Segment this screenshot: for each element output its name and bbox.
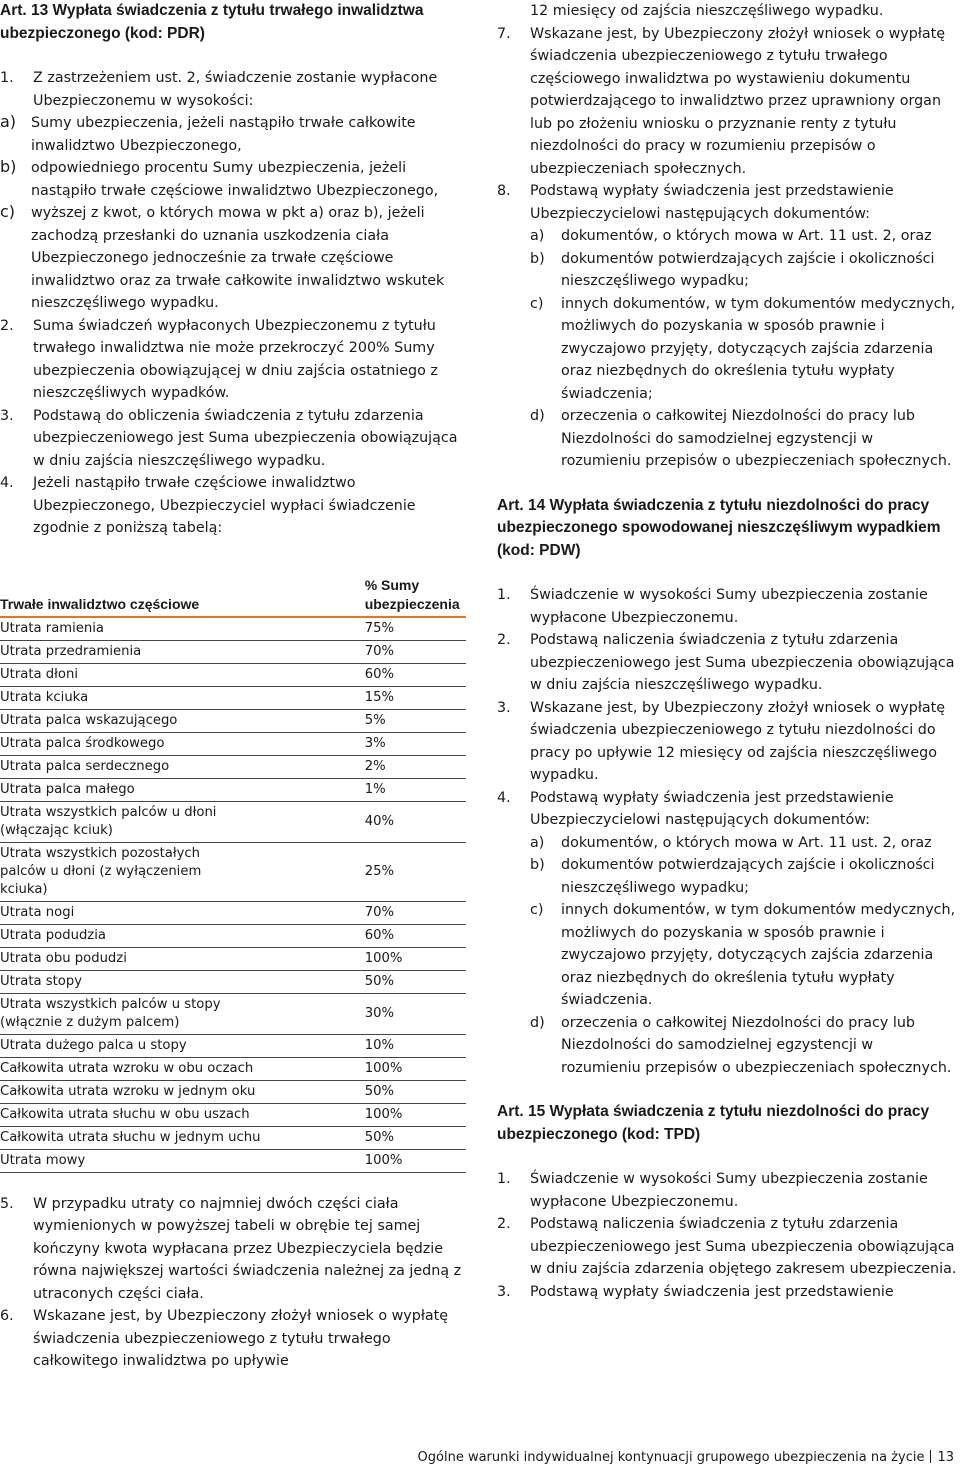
item-text: Jeżeli nastąpiło trwałe częściowe inwalidztwo Ubezpieczonego, Ubezpieczyciel wypłaci świadczenie zgodnie z poniższą tabelą: bbox=[33, 475, 416, 536]
table-cell-condition: Utrata wszystkich palców u stopy (włącznie z dużym palcem) bbox=[0, 993, 365, 1034]
item-number: 1. bbox=[497, 1171, 511, 1187]
item-text: Podstawą wypłaty świadczenia jest przedstawienie Ubezpieczycielowi następujących dokumentów: bbox=[530, 789, 894, 828]
table-cell-condition: Utrata mowy bbox=[0, 1149, 365, 1172]
table-cell-condition: Utrata ramienia bbox=[0, 617, 365, 641]
sub-text: innych dokumentów, w tym dokumentów medycznych, możliwych do pozyskania w sposób prawnie i zwyczajowo przyjęty, dotyczących zajścia zdarzenia oraz niezbędnych do określenia tytułu wypłaty świadczenia. bbox=[561, 902, 956, 1008]
table-row bbox=[0, 842, 466, 901]
art13-item-7 bbox=[497, 23, 957, 181]
art14-item-3 bbox=[497, 697, 957, 787]
table-cell-condition: Utrata przedramienia bbox=[0, 640, 365, 663]
art14-item-4d bbox=[530, 1012, 957, 1080]
table-cell-percent: 1% bbox=[365, 778, 466, 801]
table-cell-percent: 70% bbox=[365, 901, 466, 924]
art14-title: Art. 14 Wypłata świadczenia z tytułu niezdolności do pracy ubezpieczonego spowodowanej nieszczęśliwym wypadkiem (kod: PDW) bbox=[497, 496, 941, 559]
table-row bbox=[0, 1103, 466, 1126]
table-cell-percent: 60% bbox=[365, 663, 466, 686]
sub-text: innych dokumentów, w tym dokumentów medycznych, możliwych do pozyskania w sposób prawnie i zwyczajowo przyjęty, dotyczących zajścia zdarzenia oraz niezbędnych do określenia tytułu wypłaty świadczenia; bbox=[561, 295, 956, 402]
table-cell-percent: 100% bbox=[365, 1149, 466, 1172]
left-column bbox=[0, 0, 466, 1373]
table-row bbox=[0, 993, 466, 1034]
table-cell-condition: Utrata dłoni bbox=[0, 663, 365, 686]
table-cell-condition: Utrata kciuka bbox=[0, 686, 365, 709]
sub-text: dokumentów potwierdzających zajście i okoliczności nieszczęśliwego wypadku; bbox=[561, 250, 935, 289]
table-row bbox=[0, 640, 466, 663]
art13-item-4 bbox=[0, 472, 466, 540]
table-cell-condition: Utrata palca małego bbox=[0, 778, 365, 801]
footer-divider bbox=[930, 1450, 931, 1463]
table-cell-percent: 40% bbox=[365, 801, 466, 842]
table-cell-percent: 3% bbox=[365, 732, 466, 755]
item-text: Świadczenie w wysokości Sumy ubezpieczenia zostanie wypłacone Ubezpieczonemu. bbox=[530, 587, 928, 626]
table-cell-percent: 50% bbox=[365, 970, 466, 993]
table-cell-condition: Utrata palca wskazującego bbox=[0, 709, 365, 732]
art13-item-3 bbox=[0, 405, 466, 473]
item-number: 5. bbox=[0, 1195, 14, 1212]
item-number: 2. bbox=[497, 632, 511, 648]
table-cell-condition: Utrata podudzia bbox=[0, 924, 365, 947]
table-row bbox=[0, 617, 466, 641]
table-cell-percent: 2% bbox=[365, 755, 466, 778]
table-row bbox=[0, 1126, 466, 1149]
art15-item-3 bbox=[497, 1281, 957, 1304]
table-row bbox=[0, 924, 466, 947]
art15-list bbox=[497, 1168, 957, 1303]
table-header-row bbox=[0, 576, 466, 617]
sub-text: dokumentów, o których mowa w Art. 11 ust. 2, oraz bbox=[561, 228, 932, 244]
art13-item-8d bbox=[530, 405, 957, 473]
page-footer bbox=[418, 1450, 954, 1466]
table-cell-percent: 30% bbox=[365, 993, 466, 1034]
table-cell-condition: Całkowita utrata wzroku w obu oczach bbox=[0, 1057, 365, 1080]
table-row bbox=[0, 970, 466, 993]
table-cell-condition: Utrata dużego palca u stopy bbox=[0, 1034, 365, 1057]
art14-item-4 bbox=[497, 787, 957, 1080]
item-text: W przypadku utraty co najmniej dwóch części ciała wymienionych w powyższej tabeli w obrębie tej samej kończyny kwota wypłacana przez Ubezpieczyciela będzie równa największej wartości świadczenia należnej za jedną z utraconych części ciała. bbox=[33, 1195, 462, 1302]
art15-item-2 bbox=[497, 1213, 957, 1281]
art13-item-1b bbox=[0, 157, 466, 202]
table-cell-percent: 100% bbox=[365, 947, 466, 970]
table-row bbox=[0, 1034, 466, 1057]
page-number: 13 bbox=[937, 1450, 954, 1465]
art13-item-8 bbox=[497, 180, 957, 473]
item-number: 2. bbox=[497, 1216, 511, 1232]
item-text: Wskazane jest, by Ubezpieczony złożył wniosek o wypłatę świadczenia ubezpieczeniowego z tytułu trwałego całkowitego inwalidztwa po upływie bbox=[33, 1308, 449, 1369]
sub-letter: b) bbox=[530, 250, 545, 267]
table-row bbox=[0, 947, 466, 970]
table-row bbox=[0, 686, 466, 709]
table-cell-percent: 100% bbox=[365, 1057, 466, 1080]
item-number: 8. bbox=[497, 183, 511, 199]
table-cell-condition: Całkowita utrata słuchu w jednym uchu bbox=[0, 1126, 365, 1149]
table-row bbox=[0, 801, 466, 842]
item-text: Wskazane jest, by Ubezpieczony złożył wniosek o wypłatę świadczenia ubezpieczeniowego z tytułu trwałego częściowego inwalidztwa po wystawieniu dokumentu potwierdzającego to inwalidztwo przez uprawniony organ lub po złożeniu wniosku o przyznanie renty z tytułu niezdolności do pracy w rozumieniu przepisów o ubezpieczeniach społecznych. bbox=[530, 25, 946, 177]
footer-title: Ogólne warunki indywidualnej kontynuacji grupowego ubezpieczenia na życie bbox=[417, 1450, 925, 1465]
table-cell-condition: Całkowita utrata wzroku w jednym oku bbox=[0, 1080, 365, 1103]
art15-title: Art. 15 Wypłata świadczenia z tytułu niezdolności do pracy ubezpieczonego (kod: TPD) bbox=[497, 1103, 930, 1143]
sub-letter: b) bbox=[0, 157, 17, 176]
table-row bbox=[0, 732, 466, 755]
table-header-condition: Trwałe inwalidztwo częściowe bbox=[0, 576, 365, 617]
item-number: 3. bbox=[0, 407, 14, 424]
sub-letter: c) bbox=[530, 295, 544, 312]
disability-table bbox=[0, 576, 466, 1173]
sub-text: dokumentów potwierdzających zajście i okoliczności nieszczęśliwego wypadku; bbox=[561, 857, 935, 896]
table-cell-condition: Utrata stopy bbox=[0, 970, 365, 993]
sub-letter: a) bbox=[0, 112, 17, 131]
item-text: Świadczenie w wysokości Sumy ubezpieczenia zostanie wypłacone Ubezpieczonemu. bbox=[530, 1171, 928, 1210]
item-number: 7. bbox=[497, 25, 511, 42]
table-row bbox=[0, 755, 466, 778]
table-cell-condition: Utrata palca środkowego bbox=[0, 732, 365, 755]
table-cell-condition: Utrata palca serdecznego bbox=[0, 755, 365, 778]
item-number: 2. bbox=[0, 317, 14, 334]
art13-title: Art. 13 Wypłata świadczenia z tytułu trwałego inwalidztwa ubezpieczonego (kod: PDR) bbox=[0, 2, 424, 42]
right-column bbox=[497, 0, 957, 1303]
sub-letter: d) bbox=[530, 1014, 545, 1031]
art14-item-1 bbox=[497, 584, 957, 629]
art13-item-1a bbox=[0, 112, 466, 157]
art14-item-4c bbox=[530, 899, 957, 1012]
table-cell-condition: Utrata obu podudzi bbox=[0, 947, 365, 970]
art14-item-4a bbox=[530, 832, 957, 855]
sub-text: wyższej z kwot, o których mowa w pkt a) oraz b), jeżeli zachodzą przesłanki do uznania uszkodzenia ciała Ubezpieczonego jednocześnie za trwałe częściowe inwalidztwo oraz za trwałe całkowite inwalidztwo wskutek nieszczęśliwego wypadku. bbox=[31, 205, 445, 311]
table-row bbox=[0, 901, 466, 924]
table-cell-percent: 10% bbox=[365, 1034, 466, 1057]
item-text: Wskazane jest, by Ubezpieczony złożył wniosek o wypłatę świadczenia ubezpieczeniowego z tytułu niezdolności do pracy po upływie 12 miesięcy od zajścia nieszczęśliwego wypadku. bbox=[530, 699, 946, 783]
art13-item-2 bbox=[0, 315, 466, 405]
sub-letter: a) bbox=[530, 834, 545, 851]
art13-item-8c bbox=[530, 293, 957, 406]
table-cell-percent: 15% bbox=[365, 686, 466, 709]
sub-text: orzeczenia o całkowitej Niezdolności do pracy lub Niezdolności do samodzielnej egzystencji w rozumieniu przepisów o ubezpieczeniach społecznych. bbox=[561, 408, 952, 469]
item-number: 1. bbox=[497, 587, 511, 603]
table-cell-condition: Utrata nogi bbox=[0, 901, 365, 924]
art15-item-1 bbox=[497, 1168, 957, 1213]
table-cell-condition: Całkowita utrata słuchu w obu uszach bbox=[0, 1103, 365, 1126]
item-text: Podstawą wypłaty świadczenia jest przedstawienie bbox=[530, 1283, 894, 1300]
art14-list bbox=[497, 584, 957, 1079]
table-cell-percent: 5% bbox=[365, 709, 466, 732]
table-body bbox=[0, 617, 466, 1173]
art13-item-5 bbox=[0, 1193, 466, 1306]
item-number: 4. bbox=[497, 789, 511, 806]
art14-item-2 bbox=[497, 629, 957, 697]
table-row bbox=[0, 1149, 466, 1172]
sub-letter: d) bbox=[530, 408, 545, 424]
item-text: Podstawą naliczenia świadczenia z tytułu zdarzenia ubezpieczeniowego jest Suma ubezpieczenia obowiązująca w dniu zajścia zdarzenia objętego zakresem ubezpieczenia. bbox=[530, 1216, 957, 1277]
table-cell-condition: Utrata wszystkich pozostałych palców u dłoni (z wyłączeniem kciuka) bbox=[0, 842, 365, 901]
table-cell-percent: 50% bbox=[365, 1080, 466, 1103]
table-row bbox=[0, 663, 466, 686]
table-row bbox=[0, 778, 466, 801]
table-cell-percent: 50% bbox=[365, 1126, 466, 1149]
item-text: Podstawą naliczenia świadczenia z tytułu zdarzenia ubezpieczeniowego jest Suma ubezpieczenia obowiązująca w dniu zajścia nieszczęśliwego wypadku. bbox=[530, 632, 955, 693]
item-text: Suma świadczeń wypłaconych Ubezpieczonemu z tytułu trwałego inwalidztwa nie może przekroczyć 200% Sumy ubezpieczenia obowiązującej w dniu zajścia ostatniego z nieszczęśliwych wypadków. bbox=[33, 317, 438, 401]
item-text: 12 miesięcy od zajścia nieszczęśliwego wypadku. bbox=[530, 3, 884, 19]
art14-item-4b bbox=[530, 854, 957, 899]
sub-letter: b) bbox=[530, 857, 545, 873]
art13-item-1 bbox=[0, 67, 466, 112]
sub-letter: c) bbox=[530, 902, 544, 918]
sub-text: Sumy ubezpieczenia, jeżeli nastąpiło trwałe całkowite inwalidztwo Ubezpieczonego, bbox=[31, 115, 416, 154]
art13-item-1c bbox=[0, 202, 466, 315]
art13-item-8b bbox=[530, 248, 957, 293]
table-header-percent: % Sumy ubezpieczenia bbox=[365, 576, 466, 617]
sub-text: odpowiedniego procentu Sumy ubezpieczenia, jeżeli nastąpiło trwałe częściowe inwalidztwo Ubezpieczonego, bbox=[31, 160, 439, 199]
table-row bbox=[0, 1080, 466, 1103]
sub-letter: a) bbox=[530, 228, 545, 244]
art13-item-8a bbox=[530, 225, 957, 248]
item-number: 1. bbox=[0, 70, 14, 86]
table-cell-percent: 75% bbox=[365, 617, 466, 641]
item-number: 4. bbox=[0, 475, 14, 491]
sub-text: orzeczenia o całkowitej Niezdolności do pracy lub Niezdolności do samodzielnej egzystencji w rozumieniu przepisów o ubezpieczeniach społecznych. bbox=[561, 1014, 952, 1076]
art13-item-6-cont bbox=[497, 0, 957, 23]
table-cell-percent: 70% bbox=[365, 640, 466, 663]
table-cell-percent: 100% bbox=[365, 1103, 466, 1126]
item-text: Podstawą do obliczenia świadczenia z tytułu zdarzenia ubezpieczeniowego jest Suma ubezpieczenia obowiązująca w dniu zajścia nieszczęśliwego wypadku. bbox=[33, 407, 458, 469]
table-cell-percent: 25% bbox=[365, 842, 466, 901]
art13-list bbox=[0, 67, 466, 540]
sub-text: dokumentów, o których mowa w Art. 11 ust. 2, oraz bbox=[561, 834, 932, 851]
sub-letter: c) bbox=[0, 202, 16, 221]
item-text: Z zastrzeżeniem ust. 2, świadczenie zostanie wypłacone Ubezpieczonemu w wysokości: bbox=[33, 70, 438, 109]
item-number: 3. bbox=[497, 1283, 511, 1300]
item-number: 6. bbox=[0, 1308, 14, 1324]
table-cell-percent: 60% bbox=[365, 924, 466, 947]
table-cell-condition: Utrata wszystkich palców u dłoni (włączając kciuk) bbox=[0, 801, 365, 842]
art13-item-6 bbox=[0, 1305, 466, 1373]
table-row bbox=[0, 1057, 466, 1080]
item-text: Podstawą wypłaty świadczenia jest przedstawienie Ubezpieczycielowi następujących dokumentów: bbox=[530, 183, 894, 222]
table-row bbox=[0, 709, 466, 732]
item-number: 3. bbox=[497, 699, 511, 716]
art13-list-cont bbox=[0, 1193, 466, 1373]
